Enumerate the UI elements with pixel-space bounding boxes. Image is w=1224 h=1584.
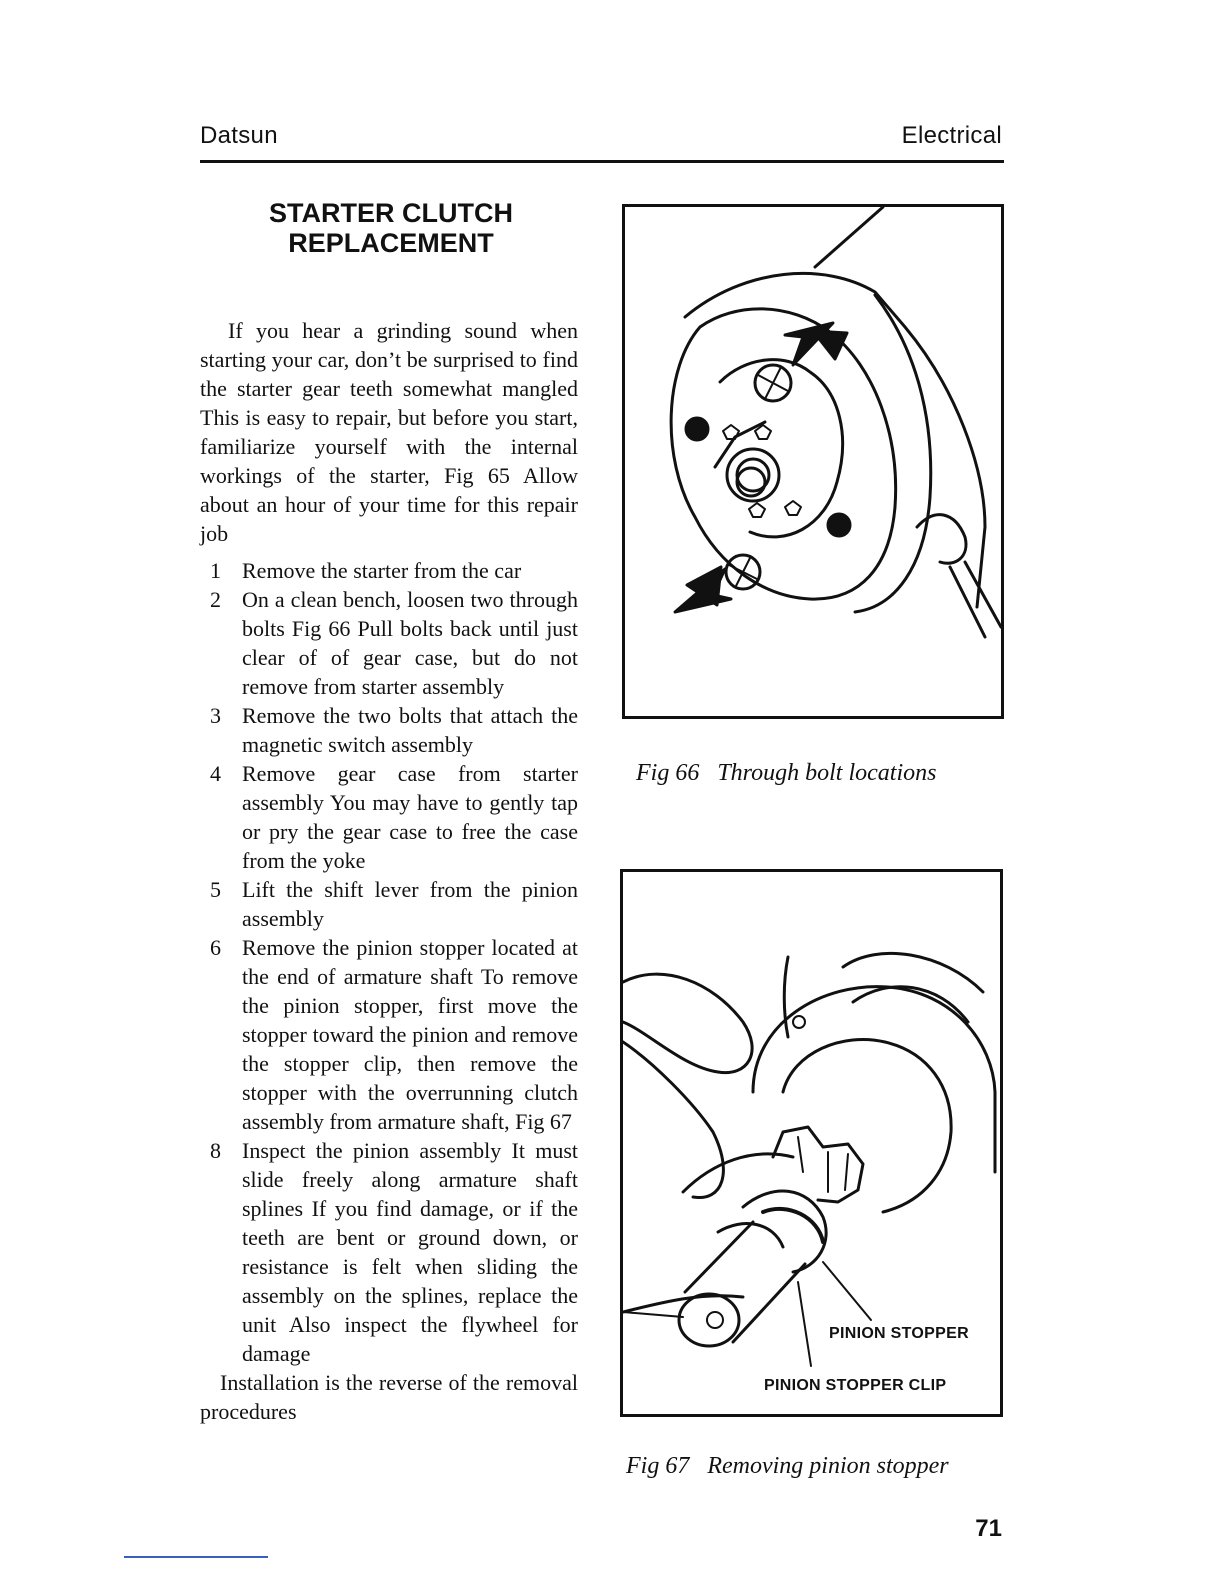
step-text: On a clean bench, loosen two through bolts Fig 66 Pull bolts back until just clear of of gear case, but do not remove from starter assembly	[242, 587, 578, 699]
step-text: Remove the starter from the car	[242, 558, 522, 583]
step-number: 5	[210, 877, 221, 902]
pinion-stopper-label: PINION STOPPER	[829, 1325, 969, 1342]
through-bolt-illustration	[625, 207, 1001, 716]
header-left: Datsun	[200, 122, 278, 149]
header-rule	[200, 160, 1004, 163]
step-number: 8	[210, 1138, 221, 1163]
step-text: Remove gear case from starter assembly You may have to gently tap or pry the gear case to free the case from the yoke	[242, 761, 578, 873]
step-item	[200, 875, 578, 933]
figure-66-caption: Fig 66 Through bolt locations	[636, 760, 937, 786]
pinion-stopper-clip-label: PINION STOPPER CLIP	[764, 1377, 947, 1394]
step-number: 1	[210, 558, 221, 583]
footer-line	[124, 1556, 268, 1558]
step-item	[200, 1136, 578, 1368]
body-text	[200, 316, 578, 1426]
title-line-2: REPLACEMENT	[288, 228, 494, 258]
steps-list	[200, 556, 578, 1368]
step-item	[200, 701, 578, 759]
step-number: 6	[210, 935, 221, 960]
step-text: Remove the two bolts that attach the magnetic switch assembly	[242, 703, 578, 757]
section-title	[196, 198, 586, 258]
figure-66-frame	[622, 204, 1004, 719]
title-line-1: STARTER CLUTCH	[269, 198, 513, 228]
step-number: 4	[210, 761, 221, 786]
step-item	[200, 585, 578, 701]
step-item	[200, 933, 578, 1136]
step-text: Remove the pinion stopper located at the end of armature shaft To remove the pinion stopper, first move the stopper toward the pinion and remove the stopper clip, then remove the stopper with the overrunning clutch assembly from armature shaft, Fig 67	[242, 935, 578, 1134]
step-text: Inspect the pinion assembly It must slide freely along armature shaft splines If you find damage, or if the teeth are bent or ground down, or resistance is felt when sliding the assembly on the splines, replace the unit Also inspect the flywheel for damage	[242, 1138, 578, 1366]
step-text: Lift the shift lever from the pinion assembly	[242, 877, 578, 931]
figure-67-frame	[620, 869, 1003, 1417]
intro-paragraph: If you hear a grinding sound when starting your car, don’t be surprised to find the starter gear teeth somewhat mangled This is easy to repair, but before you start, familiarize yourself with the internal workings of the starter, Fig 65 Allow about an hour of your time for this repair job	[200, 318, 578, 546]
step-number: 2	[210, 587, 221, 612]
header-right: Electrical	[901, 122, 1002, 149]
step-item	[200, 759, 578, 875]
figure-67-caption: Fig 67 Removing pinion stopper	[626, 1453, 949, 1479]
outro-paragraph: Installation is the reverse of the removal procedures	[200, 1370, 578, 1424]
step-item	[200, 556, 578, 585]
step-number: 3	[210, 703, 221, 728]
page-number: 71	[975, 1515, 1002, 1542]
